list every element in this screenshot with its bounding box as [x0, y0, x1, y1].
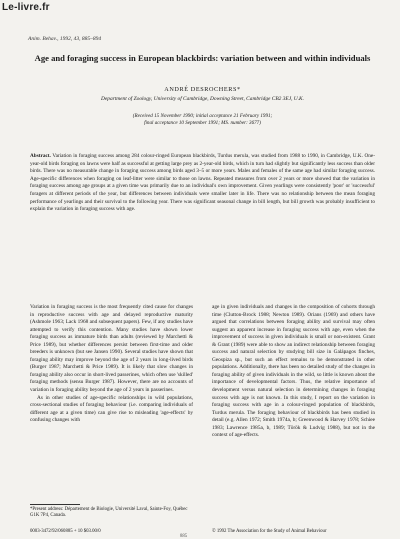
author-name: ANDRÉ DESROCHERS* [164, 86, 241, 93]
received-dates [30, 113, 375, 127]
paper-title: Age and foraging success in European blackbirds: variation between and within individuals [34, 53, 371, 63]
footnote-divider [30, 504, 80, 505]
journal-citation: Anim. Behav., 1992, 43, 885–894 [28, 36, 102, 42]
body-column-left [30, 304, 193, 498]
corner-logo: Le-livre.fr [2, 2, 50, 13]
footnote: *Present address: Département de Biologie, Université Laval, Sainte-Foy, Québec G1K 7P4, Canada. [30, 507, 188, 518]
author-affiliation: Department of Zoology, University of Cambridge, Downing Street, Cambridge CB2 3EJ, U.K. [101, 96, 304, 102]
copyright-notice: © 1992 The Association for the Study of Animal Behaviour [212, 529, 327, 534]
received-line-1: (Received 15 November 1990; initial acceptance 21 February 1991; [132, 113, 273, 119]
abstract-label: Abstract. [30, 153, 51, 159]
abstract-text: Variation in foraging success among 284 colour-ringed European blackbirds, Turdus merula, was studied from 1988 to 1990, in Cambridge, U.K. One-year-old birds foraging on lawns were half as successful at getting large prey as 2-year-old birds, which in turn had slightly but significantly less success than older birds. There was no measurable change in foraging success among birds aged 3–5 or more years. Males and females of the same age had similar foraging success. Age-specific differences when foraging on leaf-litter were similar to those on lawns. Repeated measures from over 2 years or more showed that the variation in foraging success among age groups at a given time was primarily due to an individual's own improvement. Given yearlings were consistently 'poor' or 'successful' foragers at different periods of the year, but differences between individuals were smaller later in life. There was no relationship between the mean foraging performance of yearlings and their survival to the following year. There was significant seasonal change in bill length, but bill growth was probably insufficient to explain the variation in foraging success with age. [30, 153, 375, 213]
issn-code: 0003-3472/92/060885 + 10 $03.00/0 [30, 529, 101, 534]
intro-paragraph-1: Variation in foraging success is the most frequently cited cause for changes in reproductive success with age and delayed reproductive maturity (Ashmole 1963; Lack 1968 and subsequent papers). Few, if any studies have attempted to verify this contention. Many studies have shown lower foraging success as immature birds than adults (reviewed by Marchetti & Price 1989), but whether differences persist between first-time and older breeders is unknown (but see Jansen 1990). Several studies have shown that foraging ability may improve beyond the age of 2 years in long-lived birds (Burger 1987; Marchetti & Price 1989). It is likely that slow changes in foraging ability also occur in short-lived passerines, which often use 'skilled' foraging methods (sensu Burger 1987). However, there are no accounts of variation in foraging ability beyond the age of 2 years in passerines. [30, 304, 193, 394]
intro-paragraph-2: As in other studies of age-specific relationships in wild populations, cross-sectional studies of foraging behaviour (i.e. comparing individuals of different age at a given time) can give rise to misleading 'age-effects' by confusing changes with [30, 394, 193, 424]
intro-paragraph-3: age in given individuals and changes in the composition of cohorts through time (Clutton-Brock 1988; Newton 1989). Orians (1969) and others have argued that correlations between foraging ability and survival may often suggest an apparent increase in foraging success with age, even when the improvement of success in given individuals is small or non-existent. Grant & Grant (1989) were able to show an indirect relationship between foraging success and natural selection by studying bill size in Galápagos finches, Geospiza sp., but such an effect remains to be demonstrated in other populations. Additionally, there has been no detailed study of the changes in foraging ability of given individuals in the wild, so little is known about the importance of developmental factors. Thus, the relative importance of development versus natural selection in determining changes in foraging success with age is not known. In this study, I report on the variation in foraging success with age in a colour-ringed population of blackbirds, Turdus merula. The foraging behaviour of blackbirds has been studied in detail (e.g. Allen 1972; Smith 1974a, b; Greenwood & Harvey 1978; Schiee 1983; Lawrence 1985a, b, 1989; Török & Ludvig 1988), but not in the context of age-effects. [212, 304, 375, 439]
body-column-right [212, 304, 375, 536]
abstract [30, 153, 375, 214]
page-number: 885 [180, 534, 188, 539]
received-line-2: final acceptance 10 September 1991; MS. number: 3677) [144, 120, 261, 126]
